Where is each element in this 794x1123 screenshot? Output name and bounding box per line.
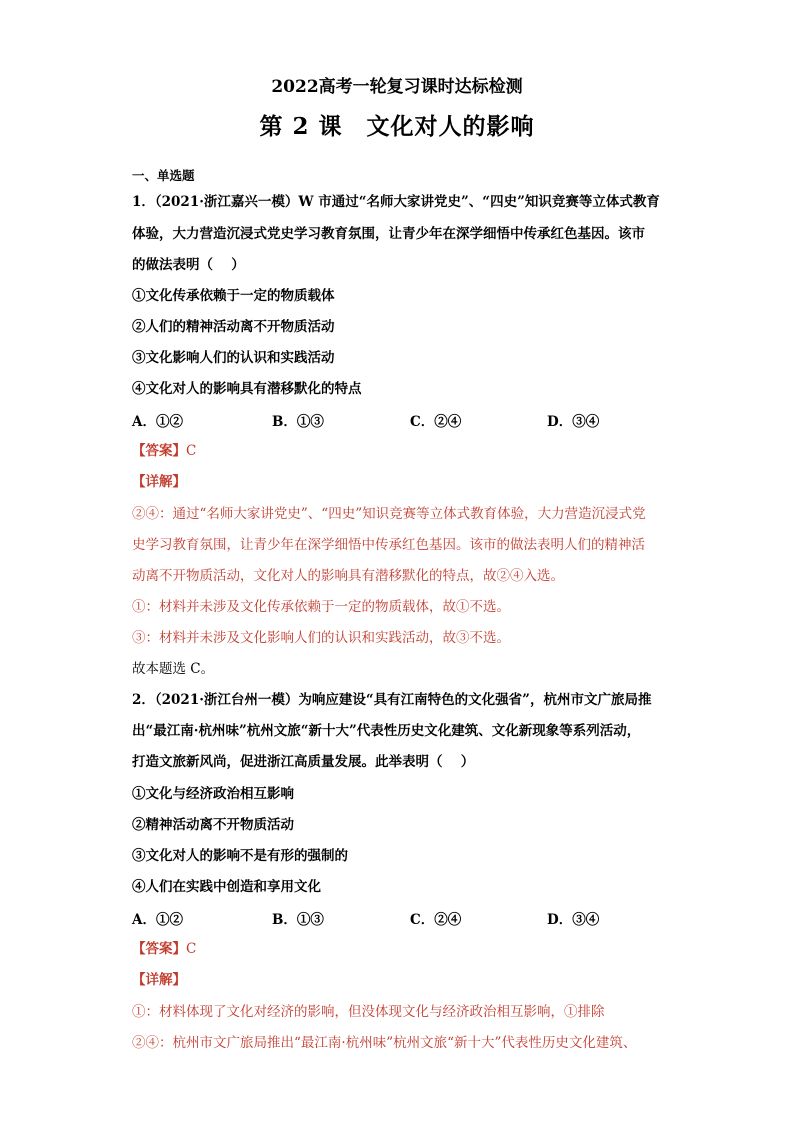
q1-answer-tag: 【答案】 [132,443,186,459]
q2-option-d: D．③④ [547,912,600,928]
q2-stem-line-3: 打造文旅新风尚，促进浙江高质量发展。此举表明（ ） [132,754,475,770]
q1-explanation-line-1: ②④：通过“名师大家讲党史”、“四史”知识竞赛等立体式教育体验，大力营造沉浸式党 [132,506,646,522]
q2-stem-line-2: 出“最江南·杭州味”杭州文旅“新十大”代表性历史文化建筑、文化新现象等系列活动， [132,723,641,739]
q1-explanation-line-5: ③：材料并未涉及文化影响人们的认识和实践活动，故③不选。 [132,630,510,646]
q1-option-b: B．①③ [272,414,324,430]
q1-conclusion: 故本题选 C。 [132,661,215,677]
q1-item-1: ①文化传承依赖于一定的物质载体 [132,288,335,304]
q2-answer-value: C [186,941,197,957]
q2-option-b: B．①③ [272,912,324,928]
q2-item-4: ④人们在实践中创造和享用文化 [132,879,321,895]
q2-answer-tag: 【答案】 [132,941,186,957]
q1-item-2: ②人们的精神活动离不开物质活动 [132,319,335,335]
q1-answer [132,441,196,461]
q1-option-c: C．②④ [410,414,462,430]
q2-item-2: ②精神活动离不开物质活动 [132,817,294,833]
q2-explanation-line-1: ①：材料体现了文化对经济的影响，但没体现文化与经济政治相互影响，①排除 [132,1004,605,1020]
q1-stem-line-3: 的做法表明（ ） [132,257,245,273]
q1-item-4: ④文化对人的影响具有潜移默化的特点 [132,381,362,397]
q1-explanation-line-3: 动离不开物质活动，文化对人的影响具有潜移默化的特点，故②④入选。 [132,568,564,584]
q2-option-a: A．①② [132,912,183,928]
q2-stem-line-1: 2．（2021·浙江台州一模）为响应建设“具有江南特色的文化强省”，杭州市文广旅局推 [132,692,652,708]
q2-option-c: C．②④ [410,912,462,928]
q1-detail-tag: 【详解】 [132,474,186,490]
q1-answer-value: C [186,443,197,459]
q2-item-3: ③文化对人的影响不是有形的强制的 [132,848,348,864]
q1-explanation-line-4: ①：材料并未涉及文化传承依赖于一定的物质载体，故①不选。 [132,599,510,615]
lesson-title: 第 2 课 文化对人的影响 [259,113,535,140]
q1-explanation-line-2: 史学习教育氛围，让青少年在深学细悟中传承红色基因。该市的做法表明人们的精神活 [132,537,645,553]
q1-stem-line-1: 1．（2021·浙江嘉兴一模）W 市通过“名师大家讲党史”、“四史”知识竞赛等立体式教育 [132,194,660,210]
document-title: 2022高考一轮复习课时达标检测 [271,77,523,97]
q2-item-1: ①文化与经济政治相互影响 [132,786,294,802]
q2-answer [132,939,196,959]
q1-stem-line-2: 体验，大力营造沉浸式党史学习教育氛围，让青少年在深学细悟中传承红色基因。该市 [132,226,645,242]
q1-item-3: ③文化影响人们的认识和实践活动 [132,350,335,366]
q2-explanation-line-2: ②④：杭州市文广旅局推出“最江南·杭州味”杭州文旅“新十大”代表性历史文化建筑、 [132,1035,637,1051]
q2-detail-tag: 【详解】 [132,972,186,988]
q1-option-d: D．③④ [547,414,600,430]
section-heading: 一、单选题 [132,168,195,183]
q1-option-a: A．①② [132,414,183,430]
